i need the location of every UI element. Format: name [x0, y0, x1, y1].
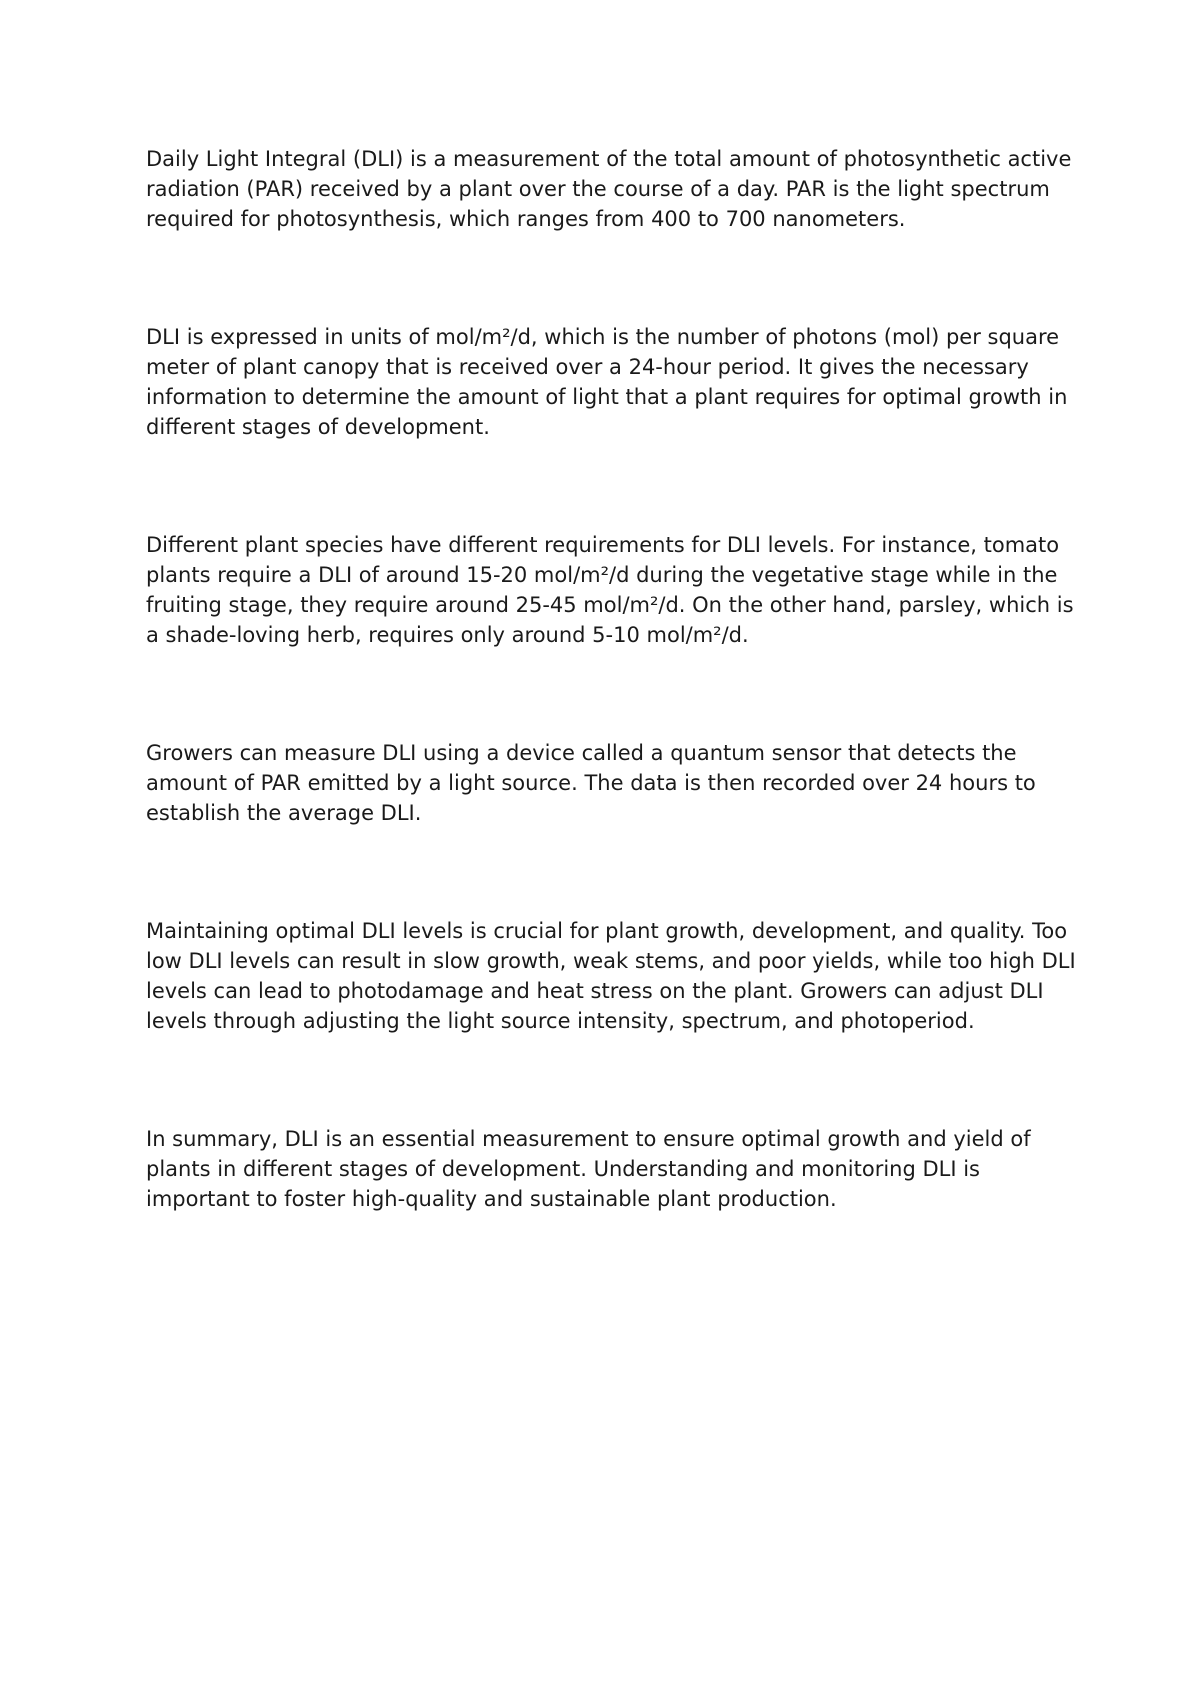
paragraph-summary: In summary, DLI is an essential measurement to ensure optimal growth and yield of plants in different stages of development. Understanding and monitoring DLI is important to foster high-quality and sustainable plant production. [146, 1127, 1031, 1211]
paragraph-definition: Daily Light Integral (DLI) is a measurement of the total amount of photosynthetic active radiation (PAR) received by a plant over the course of a day. PAR is the light spectrum required for photosynthesis, which ranges from 400 to 700 nanometers. [146, 147, 1072, 231]
paragraph-species-requirements: Different plant species have different requirements for DLI levels. For instance, tomato plants require a DLI of around 15-20 mol/m²/d during the vegetative stage while in the fruiting stage, they require around 25-45 mol/m²/d. On the other hand, parsley, which is a shade-loving herb, requires only around 5-10 mol/m²/d. [146, 533, 1074, 647]
paragraph-units: DLI is expressed in units of mol/m²/d, which is the number of photons (mol) per square meter of plant canopy that is received over a 24-hour period. It gives the necessary information to determine the amount of light that a plant requires for optimal growth in different stages of development. [146, 325, 1068, 439]
paragraph-measurement: Growers can measure DLI using a device called a quantum sensor that detects the amount of PAR emitted by a light source. The data is then recorded over 24 hours to establish the average DLI. [146, 741, 1036, 825]
document-body [146, 144, 1086, 1302]
paragraph-optimal-levels: Maintaining optimal DLI levels is crucial for plant growth, development, and quality. Too low DLI levels can result in slow growth, weak stems, and poor yields, while too high DLI levels can lead to photodamage and heat stress on the plant. Growers can adjust DLI levels through adjusting the light source intensity, spectrum, and photoperiod. [146, 919, 1076, 1033]
